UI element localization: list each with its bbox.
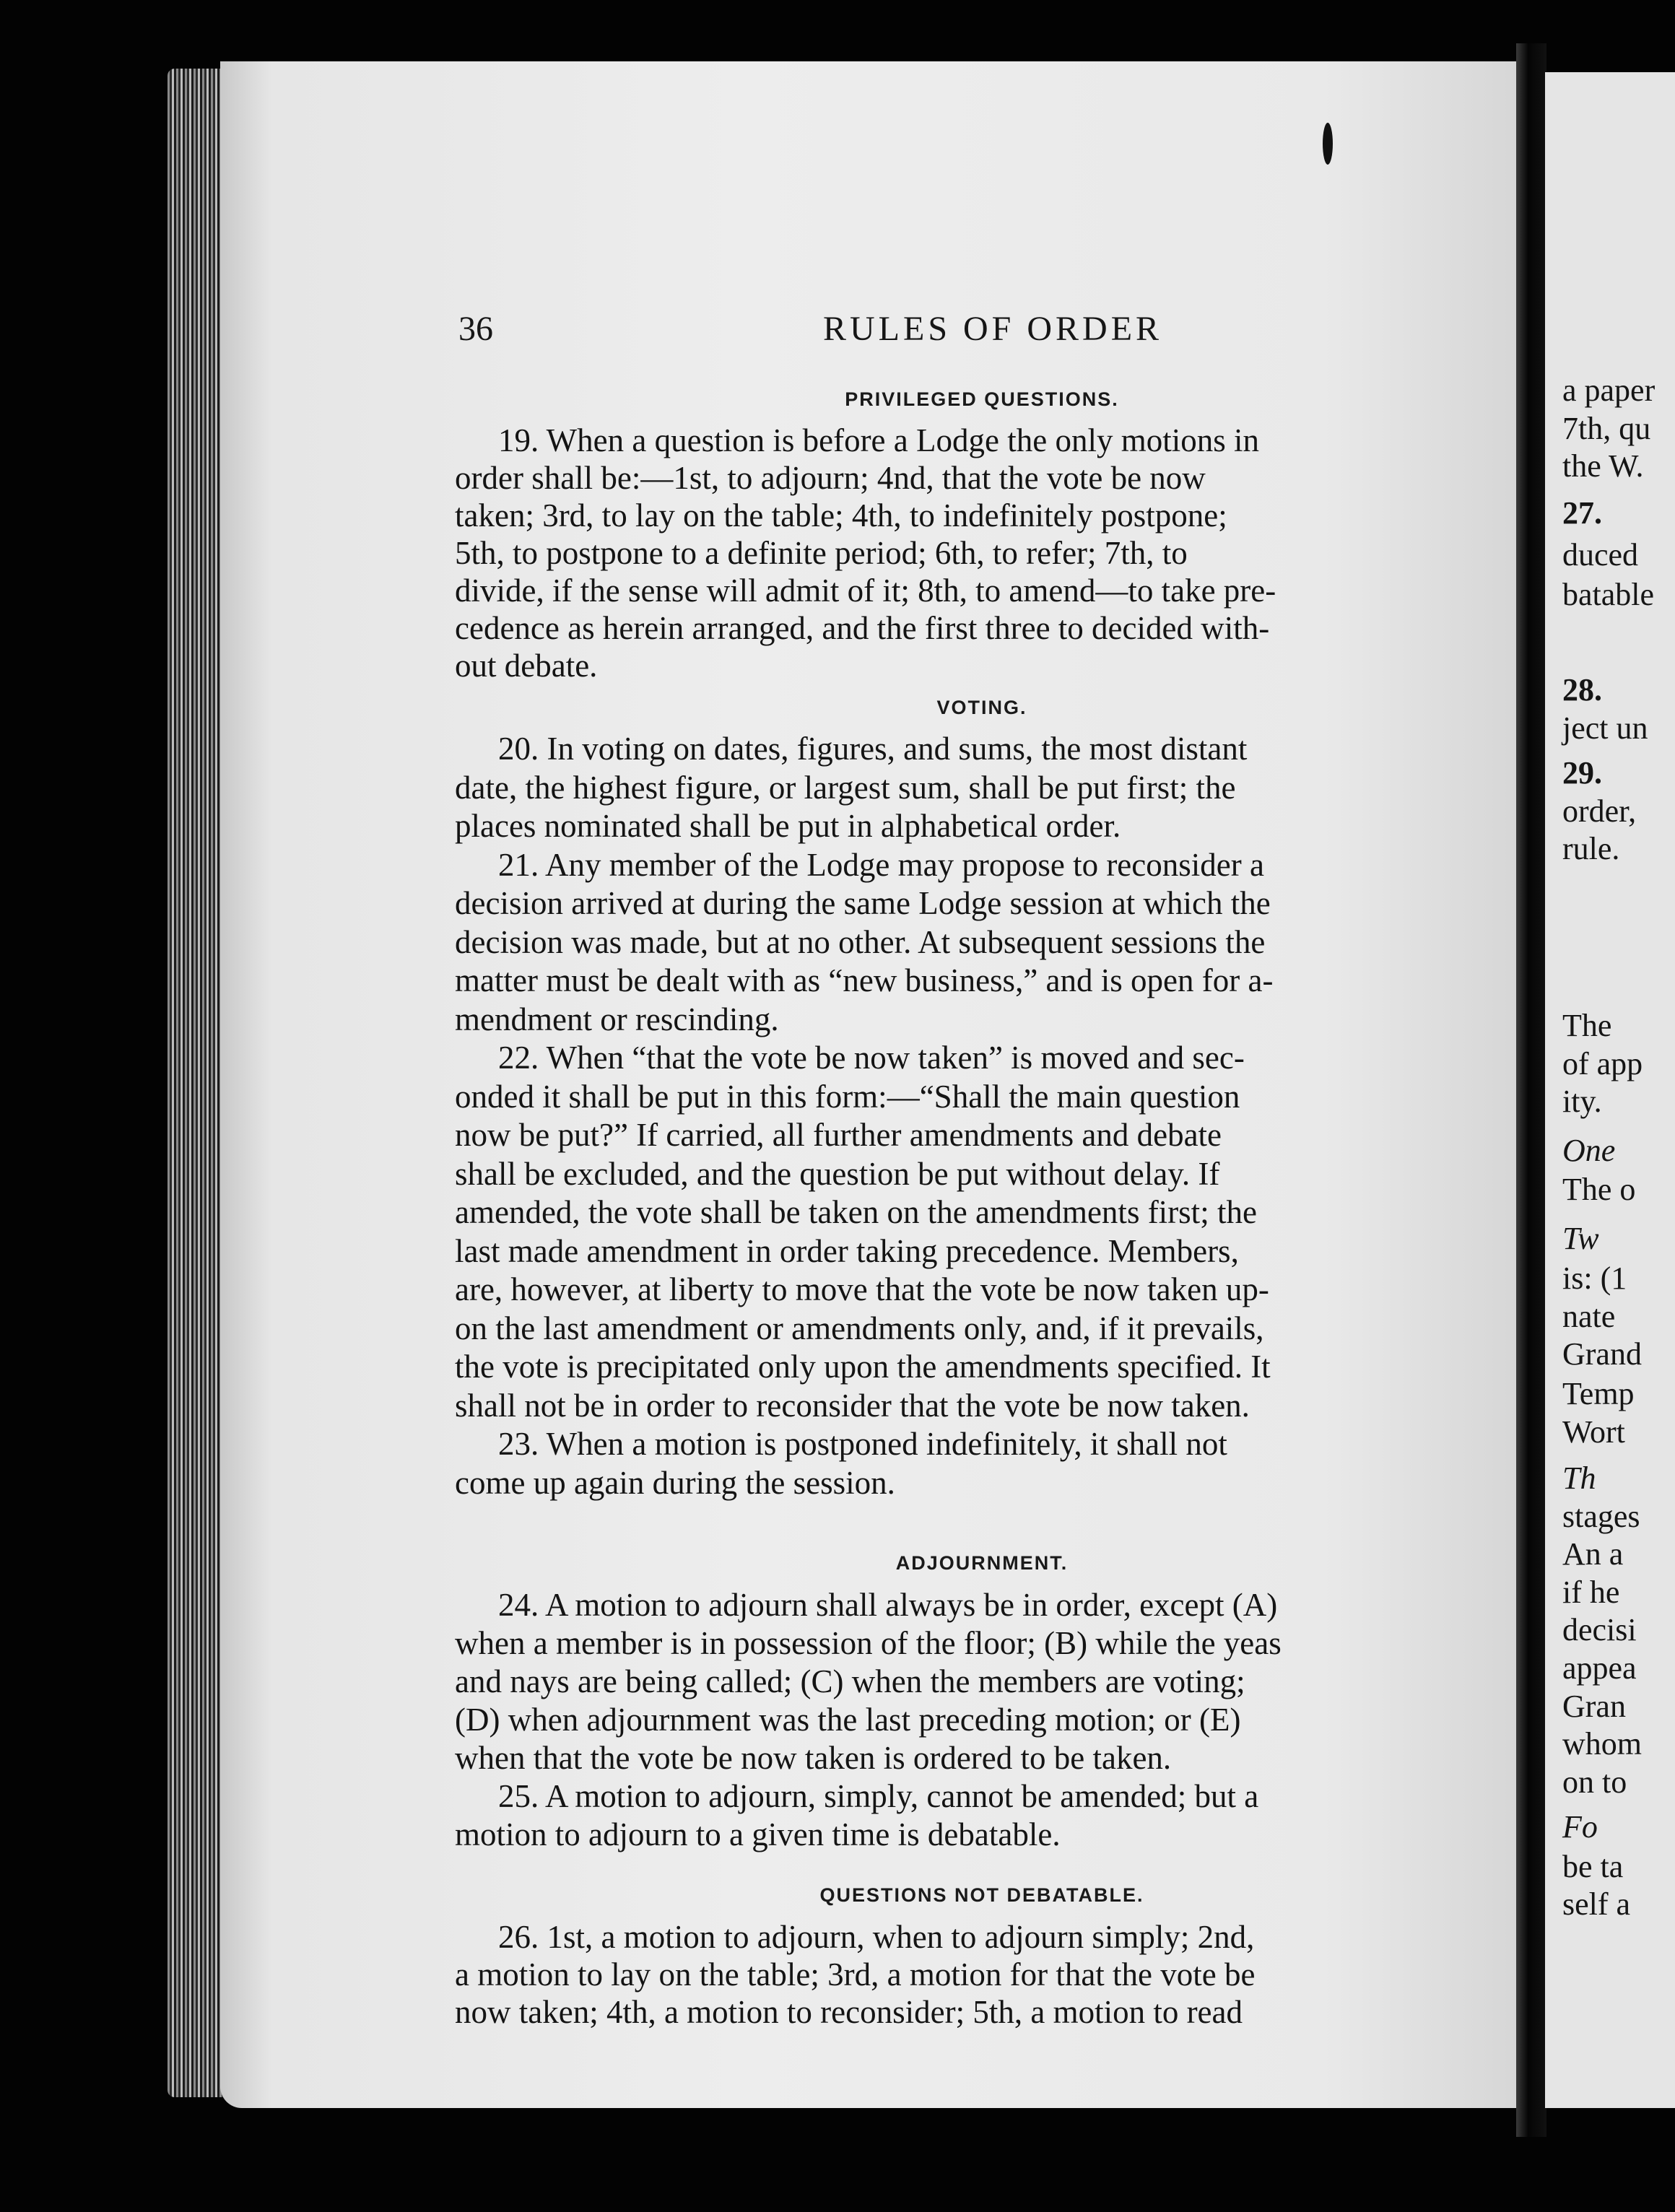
text-line: shall not be in order to reconsider that the vote be now taken. xyxy=(455,1387,1250,1424)
facing-page-line: The o xyxy=(1562,1172,1636,1207)
facing-page-line: Temp xyxy=(1562,1376,1635,1411)
text-line: the vote is precipitated only upon the amendments specified. It xyxy=(455,1349,1271,1385)
section-heading: ADJOURNMENT. xyxy=(895,1552,1069,1574)
text-line: divide, if the sense will admit of it; 8th, to amend—to take pre- xyxy=(455,572,1276,609)
text-line: 24. A motion to adjourn shall always be in order, except (A) xyxy=(498,1587,1278,1623)
facing-page-line: be ta xyxy=(1562,1849,1624,1884)
facing-page-line: 28. xyxy=(1562,672,1602,707)
text-line: now be put?” If carried, all further amendments and debate xyxy=(455,1117,1222,1153)
text-line: when that the vote be now taken is ordered to be taken. xyxy=(455,1740,1172,1776)
text-line: 22. When “that the vote be now taken” is moved and sec- xyxy=(498,1040,1245,1076)
facing-page-line: An a xyxy=(1562,1536,1624,1572)
section-heading: VOTING. xyxy=(936,697,1027,718)
facing-page-line: duced xyxy=(1562,537,1639,572)
facing-page-line: the W. xyxy=(1562,448,1644,484)
facing-page-line: batable xyxy=(1562,577,1655,612)
facing-page-line: The xyxy=(1562,1008,1612,1043)
text-line: onded it shall be put in this form:—“Shall the main question xyxy=(455,1078,1240,1115)
text-line: decision was made, but at no other. At subsequent sessions the xyxy=(455,923,1266,960)
text-line: places nominated shall be put in alphabetical order. xyxy=(455,808,1121,844)
facing-page-line: ject un xyxy=(1562,710,1648,746)
facing-page-line: a paper xyxy=(1562,373,1656,408)
facing-page-line: Grand xyxy=(1562,1336,1642,1372)
text-line: (D) when adjournment was the last preceding motion; or (E) xyxy=(455,1702,1241,1738)
facing-page-line: One xyxy=(1562,1133,1616,1168)
text-line: 25. A motion to adjourn, simply, cannot be amended; but a xyxy=(498,1778,1259,1814)
text-line: 26. 1st, a motion to adjourn, when to adjourn simply; 2nd, xyxy=(498,1919,1255,1955)
text-line: amended, the vote shall be taken on the amendments first; the xyxy=(455,1194,1257,1230)
text-line: mendment or rescinding. xyxy=(455,1001,779,1037)
text-line: a motion to lay on the table; 3rd, a motion for that the vote be xyxy=(455,1956,1256,1993)
page-number: 36 xyxy=(458,310,493,348)
facing-page-line: Gran xyxy=(1562,1689,1626,1724)
book-page-edges xyxy=(168,69,225,2097)
text-line: are, however, at liberty to move that the vote be now taken up- xyxy=(455,1271,1269,1307)
text-line: 23. When a motion is postponed indefinitely, it shall not xyxy=(498,1426,1227,1462)
facing-page-line: nate xyxy=(1562,1299,1616,1334)
facing-page-line: 29. xyxy=(1562,755,1602,791)
facing-page-line: self a xyxy=(1562,1886,1631,1922)
text-line: cedence as herein arranged, and the first three to decided with- xyxy=(455,610,1270,646)
section-heading: QUESTIONS NOT DEBATABLE. xyxy=(819,1884,1144,1906)
text-line: 5th, to postpone to a definite period; 6th, to refer; 7th, to xyxy=(455,535,1188,571)
text-line: out debate. xyxy=(455,648,598,684)
book-gutter xyxy=(1516,43,1546,2137)
text-line: now taken; 4th, a motion to reconsider; 5th, a motion to read xyxy=(455,1994,1243,2030)
text-line: when a member is in possession of the floor; (B) while the yeas xyxy=(455,1625,1282,1661)
facing-page-line: if he xyxy=(1562,1575,1620,1610)
facing-page-line: Wort xyxy=(1562,1414,1625,1450)
facing-page-line: rule. xyxy=(1562,831,1620,866)
text-line: 20. In voting on dates, figures, and sums, the most distant xyxy=(498,731,1248,767)
text-line: taken; 3rd, to lay on the table; 4th, to indefinitely postpone; xyxy=(455,497,1227,534)
facing-page-line: on to xyxy=(1562,1764,1627,1800)
text-line: 19. When a question is before a Lodge the only motions in xyxy=(498,422,1259,458)
facing-page-line: 27. xyxy=(1562,495,1602,531)
running-title: RULES OF ORDER xyxy=(823,310,1163,348)
facing-page-line: stages xyxy=(1562,1499,1640,1534)
facing-page-fragment xyxy=(1545,72,1675,2108)
text-line: order shall be:—1st, to adjourn; 4nd, that the vote be now xyxy=(455,460,1206,496)
text-line: shall be excluded, and the question be put without delay. If xyxy=(455,1155,1220,1192)
text-line: and nays are being called; (C) when the members are voting; xyxy=(455,1663,1245,1699)
facing-page-line: Tw xyxy=(1562,1221,1599,1256)
facing-page-line: Fo xyxy=(1562,1809,1598,1845)
facing-page-line: 7th, qu xyxy=(1562,411,1651,446)
text-line: last made amendment in order taking precedence. Members, xyxy=(455,1232,1239,1269)
facing-page-line: Th xyxy=(1562,1460,1596,1496)
facing-page-line: appea xyxy=(1562,1650,1637,1686)
text-line: decision arrived at during the same Lodge session at which the xyxy=(455,885,1271,921)
facing-page-line: whom xyxy=(1562,1726,1642,1762)
facing-page-line: is: (1 xyxy=(1562,1260,1627,1296)
text-line: date, the highest figure, or largest sum, shall be put first; the xyxy=(455,769,1236,806)
text-line: motion to adjourn to a given time is debatable. xyxy=(455,1816,1061,1852)
text-line: matter must be dealt with as “new business,” and is open for a- xyxy=(455,962,1274,998)
text-line: on the last amendment or amendments only, and, if it prevails, xyxy=(455,1310,1264,1346)
facing-page-line: order, xyxy=(1562,793,1637,829)
facing-page-line: of app xyxy=(1562,1046,1643,1081)
text-line: come up again during the session. xyxy=(455,1464,895,1501)
facing-page-line: ity. xyxy=(1562,1084,1602,1119)
section-heading: PRIVILEGED QUESTIONS. xyxy=(845,388,1119,410)
ink-smudge xyxy=(1323,123,1333,165)
facing-page-line: decisi xyxy=(1562,1612,1637,1647)
text-line: 21. Any member of the Lodge may propose to reconsider a xyxy=(498,846,1264,883)
